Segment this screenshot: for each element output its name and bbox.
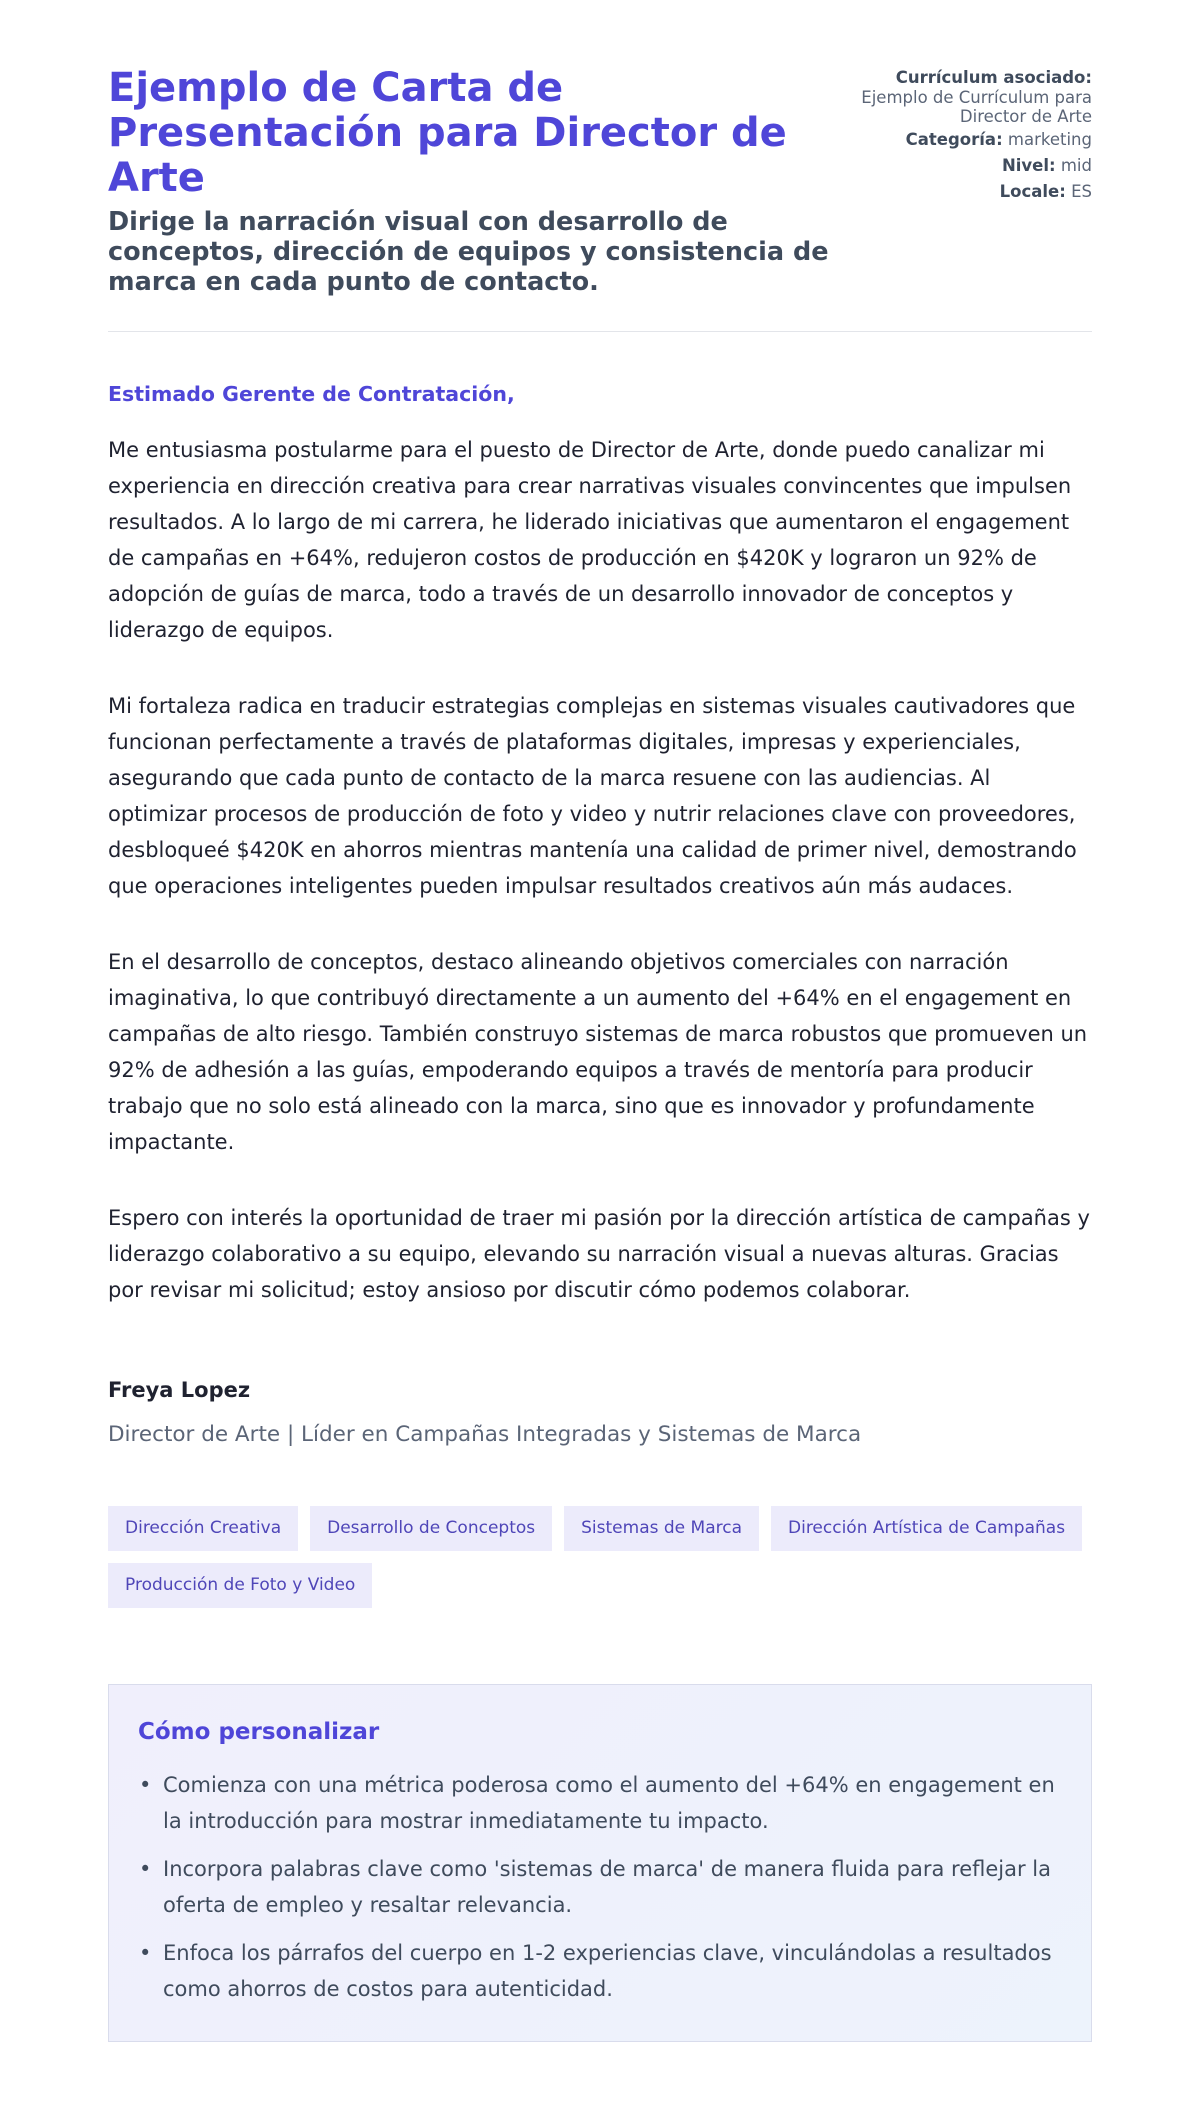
- meta-level-value: mid: [1060, 156, 1092, 175]
- bullet-icon: •: [139, 1941, 152, 1965]
- bullet-icon: •: [139, 1857, 152, 1881]
- tips-list: [138, 1767, 1061, 2007]
- tip-item: [138, 1935, 1061, 2007]
- letter-body: [108, 382, 1092, 1308]
- meta-category-value: marketing: [1007, 130, 1092, 149]
- meta-locale-label: Locale:: [999, 182, 1066, 201]
- header-titles: [108, 66, 848, 297]
- metadata-panel: [852, 68, 1092, 208]
- letter-greeting: Estimado Gerente de Contratación,: [108, 382, 515, 406]
- tip-text: Enfoca los párrafos del cuerpo en 1-2 experiencias clave, vinculándolas a resultados como ahorros de costos para autenticidad.: [163, 1941, 1052, 2001]
- meta-locale-value: ES: [1071, 182, 1092, 201]
- meta-category: [852, 130, 1092, 150]
- signature-title: Director de Arte | Líder en Campañas Integradas y Sistemas de Marca: [108, 1422, 862, 1447]
- bullet-icon: •: [139, 1773, 152, 1797]
- letter-paragraph: En el desarrollo de conceptos, destaco alineando objetivos comerciales con narración imaginativa, lo que contribuyó directamente a un aumento del +64% en el engagement en campañas de alto riesgo. También construyo sistemas de marca robustos que promueven un 92% de adhesión a las guías, empoderando equipos a través de mentoría para producir trabajo que no solo está alineado con la marca, sino que es innovador y profundamente impactante.: [108, 950, 1088, 1154]
- skill-tag: Producción de Foto y Video: [108, 1563, 372, 1608]
- tips-title: Cómo personalizar: [138, 1719, 380, 1745]
- skill-tag: Sistemas de Marca: [564, 1506, 759, 1551]
- tip-item: [138, 1851, 1061, 1923]
- letter-paragraph: Espero con interés la oportunidad de traer mi pasión por la dirección artística de campañas y liderazgo colaborativo a su equipo, elevando su narración visual a nuevas alturas. Gracias por revisar mi solicitud; estoy ansioso por discutir cómo podemos colaborar.: [108, 1206, 1090, 1302]
- tip-text: Comienza con una métrica poderosa como el aumento del +64% en engagement en la introducción para mostrar inmediatamente tu impacto.: [163, 1773, 1055, 1833]
- header-divider: [108, 331, 1092, 332]
- signature-name: Freya Lopez: [108, 1378, 251, 1402]
- meta-resume: [852, 68, 1092, 126]
- tip-text: Incorpora palabras clave como 'sistemas de marca' de manera fluida para reflejar la oferta de empleo y resaltar relevancia.: [163, 1857, 1051, 1917]
- letter-paragraph: Me entusiasma postularme para el puesto de Director de Arte, donde puedo canalizar mi experiencia en dirección creativa para crear narrativas visuales convincentes que impulsen resultados. A lo largo de mi carrera, he liderado iniciativas que aumentaron el engagement de campañas en +64%, redujeron costos de producción en $420K y lograron un 92% de adopción de guías de marca, todo a través de un desarrollo innovador de conceptos y liderazgo de equipos.: [108, 438, 1072, 642]
- meta-resume-label: Currículum asociado:: [895, 68, 1092, 87]
- skill-tag: Dirección Creativa: [108, 1506, 298, 1551]
- meta-level: [852, 156, 1092, 176]
- letter-paragraph: Mi fortaleza radica en traducir estrategias complejas en sistemas visuales cautivadores que funcionan perfectamente a través de plataformas digitales, impresas y experienciales, asegurando que cada punto de contacto de la marca resuene con las audiencias. Al optimizar procesos de producción de foto y video y nutrir relaciones clave con proveedores, desbloqueé $420K en ahorros mientras mantenía una calidad de primer nivel, demostrando que operaciones inteligentes pueden impulsar resultados creativos aún más audaces.: [108, 694, 1077, 898]
- skill-tags: [108, 1506, 1098, 1620]
- meta-resume-value: Ejemplo de Currículum para Director de Arte: [861, 88, 1092, 126]
- page-title: Ejemplo de Carta de Presentación para Director de Arte: [108, 65, 787, 201]
- customization-tips-box: [108, 1684, 1092, 2042]
- signature-block: [108, 1378, 1092, 1447]
- meta-locale: [852, 182, 1092, 202]
- meta-category-label: Categoría:: [905, 130, 1003, 149]
- tip-item: [138, 1767, 1061, 1839]
- page-header: [108, 0, 1092, 297]
- skill-tag: Desarrollo de Conceptos: [310, 1506, 552, 1551]
- page-subtitle: Dirige la narración visual con desarrollo de conceptos, dirección de equipos y consistencia de marca en cada punto de contacto.: [108, 207, 829, 297]
- skill-tag: Dirección Artística de Campañas: [771, 1506, 1082, 1551]
- meta-level-label: Nivel:: [1001, 156, 1056, 175]
